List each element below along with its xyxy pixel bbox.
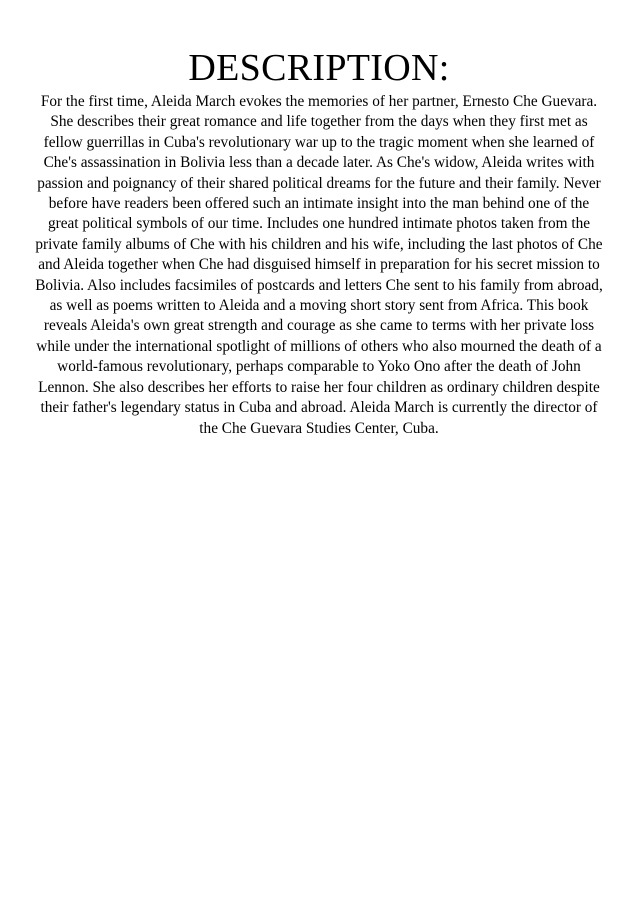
description-paragraph [0, 92, 638, 439]
paragraph-line: Che's assassination in Bolivia less than a decade later. As Che's widow, Aleida writes with [43, 154, 595, 172]
paragraph-line: their father's legendary status in Cuba and abroad. Aleida March is currently the director of [40, 399, 598, 417]
paragraph-line: great political symbols of our time. Includes one hundred intimate photos taken from the [47, 215, 591, 233]
paragraph-line: as well as poems written to Aleida and a moving short story sent from Africa. This book [49, 297, 589, 315]
paragraph-line: world-famous revolutionary, perhaps comparable to Yoko Ono after the death of John [57, 358, 581, 376]
paragraph-line: before have readers been offered such an intimate insight into the man behind one of the [48, 195, 590, 213]
paragraph-line: private family albums of Che with his children and his wife, including the last photos of Che [35, 235, 603, 253]
paragraph-line: For the first time, Aleida March evokes the memories of her partner, Ernesto Che Guevara. [40, 93, 598, 110]
paragraph-line: She describes their great romance and life together from the days when they first met as [50, 113, 588, 131]
paragraph-line: passion and poignancy of their shared political dreams for the future and their family. Never [37, 174, 601, 192]
paragraph-line: Bolivia. Also includes facsimiles of postcards and letters Che sent to his family from abroad, [35, 276, 603, 294]
paragraph-line: the Che Guevara Studies Center, Cuba. [199, 419, 439, 437]
paragraph-line: and Aleida together when Che had disguised himself in preparation for his secret mission to [38, 256, 600, 274]
paragraph-line: while under the international spotlight of millions of others who also mourned the death of a [36, 337, 602, 355]
paragraph-line: Lennon. She also describes her efforts to raise her four children as ordinary children despite [38, 378, 600, 396]
paragraph-line: fellow guerrillas in Cuba's revolutionary war up to the tragic moment when she learned of [43, 133, 595, 151]
paragraph-line: reveals Aleida's own great strength and courage as she came to terms with her private loss [43, 317, 595, 335]
page-title: DESCRIPTION: [188, 47, 450, 89]
